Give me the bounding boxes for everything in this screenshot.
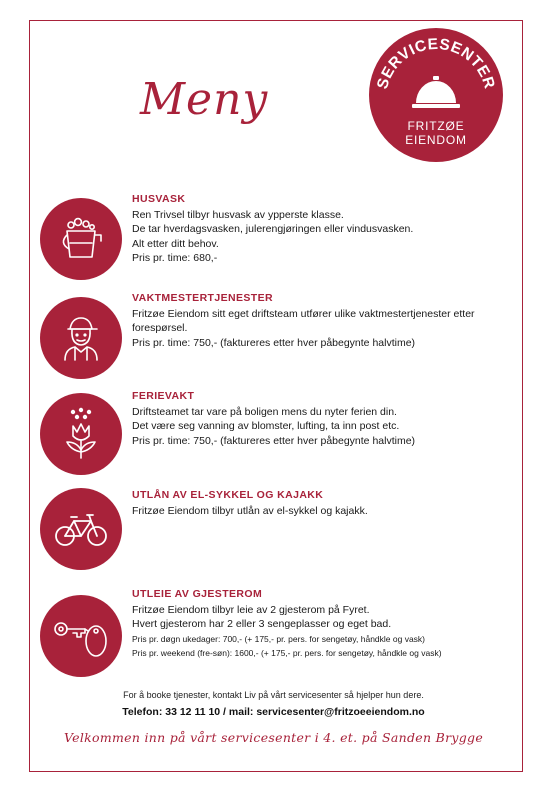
service-heading: FERIEVAKT bbox=[132, 390, 195, 402]
service-icon-circle bbox=[40, 393, 122, 475]
service-line: Alt etter ditt behov. bbox=[132, 237, 219, 250]
service-icon-circle bbox=[40, 297, 122, 379]
service-line: Fritzøe Eiendom sitt eget driftsteam utfører ulike vaktmestertjenester etter bbox=[132, 307, 475, 320]
flower-icon bbox=[55, 406, 107, 462]
service-icon-circle bbox=[40, 595, 122, 677]
service-text bbox=[132, 587, 517, 660]
service-heading: HUSVASK bbox=[132, 193, 186, 205]
service-icon-circle bbox=[40, 198, 122, 280]
service-price: Pris pr. time: 750,- (faktureres etter hver påbegynte halvtime) bbox=[132, 434, 416, 447]
service-price: Pris pr. døgn ukedager: 700,- (+ 175,- pr. pers. for sengetøy, håndkle og vask) bbox=[132, 633, 426, 644]
service-text bbox=[132, 192, 517, 266]
service-heading: VAKTMESTERTJENESTER bbox=[132, 292, 274, 304]
service-text bbox=[132, 488, 517, 518]
service-price: Pris pr. time: 680,- bbox=[132, 252, 218, 264]
service-line: forespørsel. bbox=[132, 322, 188, 334]
service-line: Hvert gjesterom har 2 eller 3 sengeplasser og eget bad. bbox=[132, 618, 392, 630]
servicesenter-badge bbox=[368, 27, 504, 163]
service-icon-circle bbox=[40, 488, 122, 570]
badge-name-line1: FRITZØE bbox=[407, 119, 465, 133]
service-heading: UTLEIE AV GJESTEROM bbox=[132, 588, 263, 600]
service-line: Fritzøe Eiendom tilbyr utlån av el-sykkel og kajakk. bbox=[132, 504, 368, 517]
service-line: Fritzøe Eiendom tilbyr leie av 2 gjesterom på Fyret. bbox=[132, 603, 370, 616]
service-line: Det være seg vanning av blomster, lufting, ta inn post etc. bbox=[132, 420, 400, 432]
service-price: Pris pr. weekend (fre-søn): 1600,- (+ 175,- pr. pers. for sengetøy, håndkle og vask) bbox=[132, 647, 442, 658]
contact-line: Telefon: 33 12 11 10 / mail: servicesenter@fritzoeeiendom.no bbox=[122, 706, 425, 718]
badge-arc-text: SERVICESENTER bbox=[374, 35, 498, 92]
badge-name-line2: EIENDOM bbox=[405, 133, 467, 147]
service-line: Driftsteamet tar vare på boligen mens du nyter ferien din. bbox=[132, 405, 397, 418]
service-text bbox=[132, 291, 517, 350]
welcome-message: Velkommen inn på vårt servicesenter i 4. et. på Sanden Brygge bbox=[63, 730, 484, 745]
service-heading: UTLÅN AV EL-SYKKEL OG KAJAKK bbox=[132, 489, 324, 501]
service-price: Pris pr. time: 750,- (faktureres etter hver påbegynte halvtime) bbox=[132, 336, 416, 349]
service-line: Ren Trivsel tilbyr husvask av ypperste klasse. bbox=[132, 208, 344, 221]
page-title: Meny bbox=[140, 74, 269, 125]
service-text bbox=[132, 389, 517, 448]
booking-note: For å booke tjenester, kontakt Liv på vårt servicesenter så hjelper hun dere. bbox=[123, 690, 424, 700]
bicycle-icon bbox=[53, 509, 109, 549]
bucket-icon bbox=[55, 213, 107, 265]
service-line: De tar hverdagsvasken, julerengjøringen eller vindusvasken. bbox=[132, 223, 414, 235]
key-icon bbox=[51, 611, 111, 661]
caretaker-icon bbox=[55, 312, 107, 364]
